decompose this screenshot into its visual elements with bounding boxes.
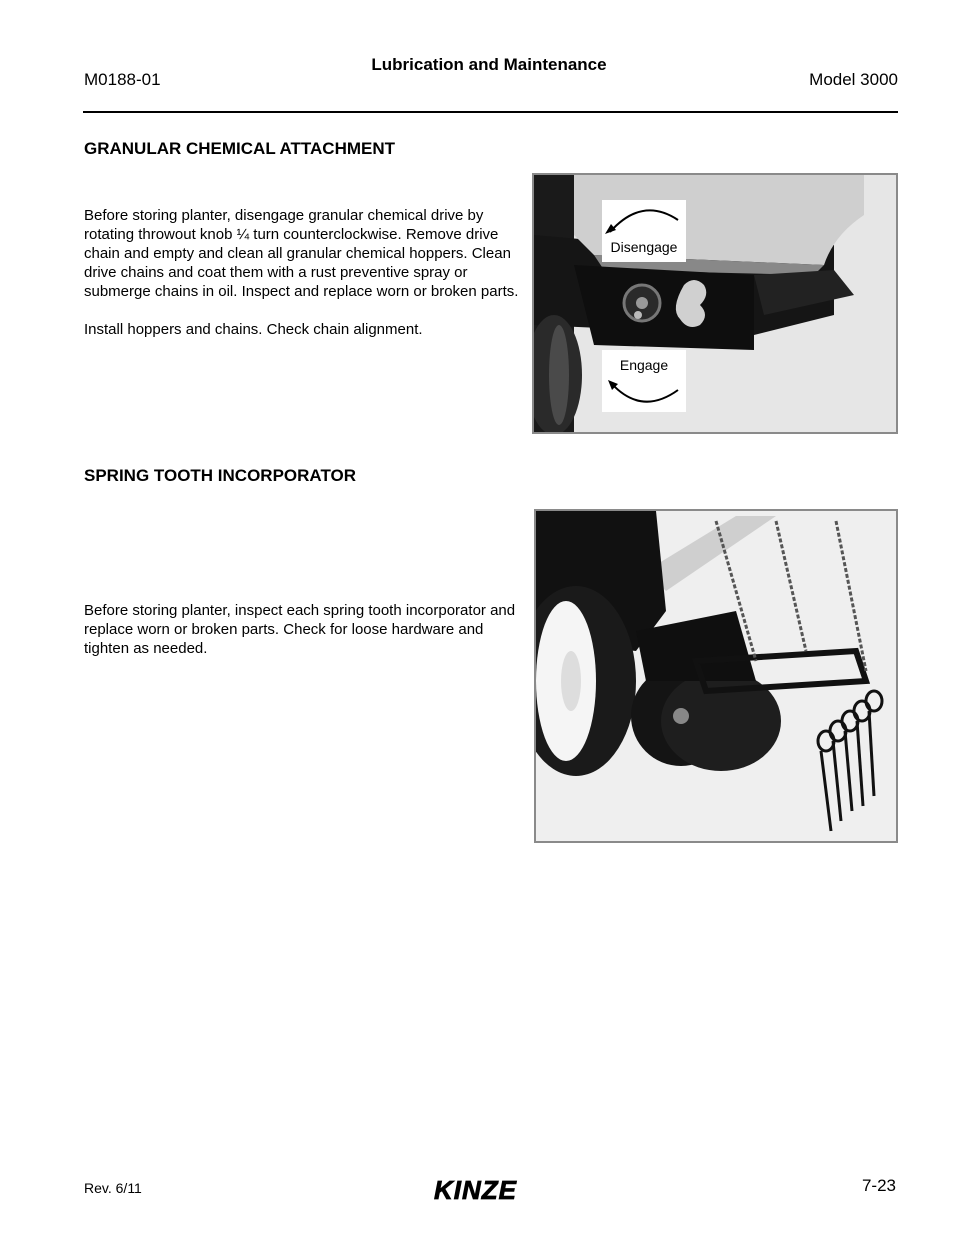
header-divider [83, 111, 898, 113]
spring-tooth-photo [534, 509, 898, 843]
counterclockwise-arrow-icon [602, 200, 686, 240]
spring-tooth-incorporator-image [536, 511, 896, 841]
page-number: 7-23 [861, 1176, 896, 1195]
section-title-granular-chemical: GRANULAR CHEMICAL ATTACHMENT [84, 139, 396, 158]
chapter-title: Lubrication and Maintenance [371, 55, 607, 74]
section-body-granular-chemical [84, 206, 524, 358]
paragraph: Install hoppers and chains. Check chain alignment. [84, 321, 423, 338]
granular-chemical-photo [532, 173, 898, 434]
kinze-logo [430, 1175, 550, 1205]
disengage-callout [602, 200, 686, 262]
clockwise-arrow-icon [602, 376, 686, 416]
section-title-spring-tooth: SPRING TOOTH INCORPORATOR [84, 466, 357, 485]
kinze-logo-text: KINZE [434, 1175, 517, 1205]
engage-label: Engage [619, 357, 669, 373]
engage-callout [602, 350, 686, 412]
granular-chemical-drive-image [534, 175, 896, 432]
disengage-label: Disengage [610, 239, 678, 255]
section-body-spring-tooth [84, 601, 524, 677]
model-label: Model 3000 [809, 70, 898, 89]
paragraph: Before storing planter, inspect each spring tooth incorporator and replace worn or broken parts. Check for loose hardware and tighten as needed. [84, 602, 516, 657]
document-number: M0188-01 [84, 70, 161, 89]
revision-label: Rev. 6/11 [84, 1180, 142, 1196]
paragraph: Before storing planter, disengage granular chemical drive by rotating throwout knob ¼ turn counterclockwise. Remove drive chain and empty and clean all granular chemical hoppers. Clean drive chains and coat them with a rust preventive spray or submerge chains in oil. Inspect and replace worn or broken parts. [84, 207, 519, 300]
